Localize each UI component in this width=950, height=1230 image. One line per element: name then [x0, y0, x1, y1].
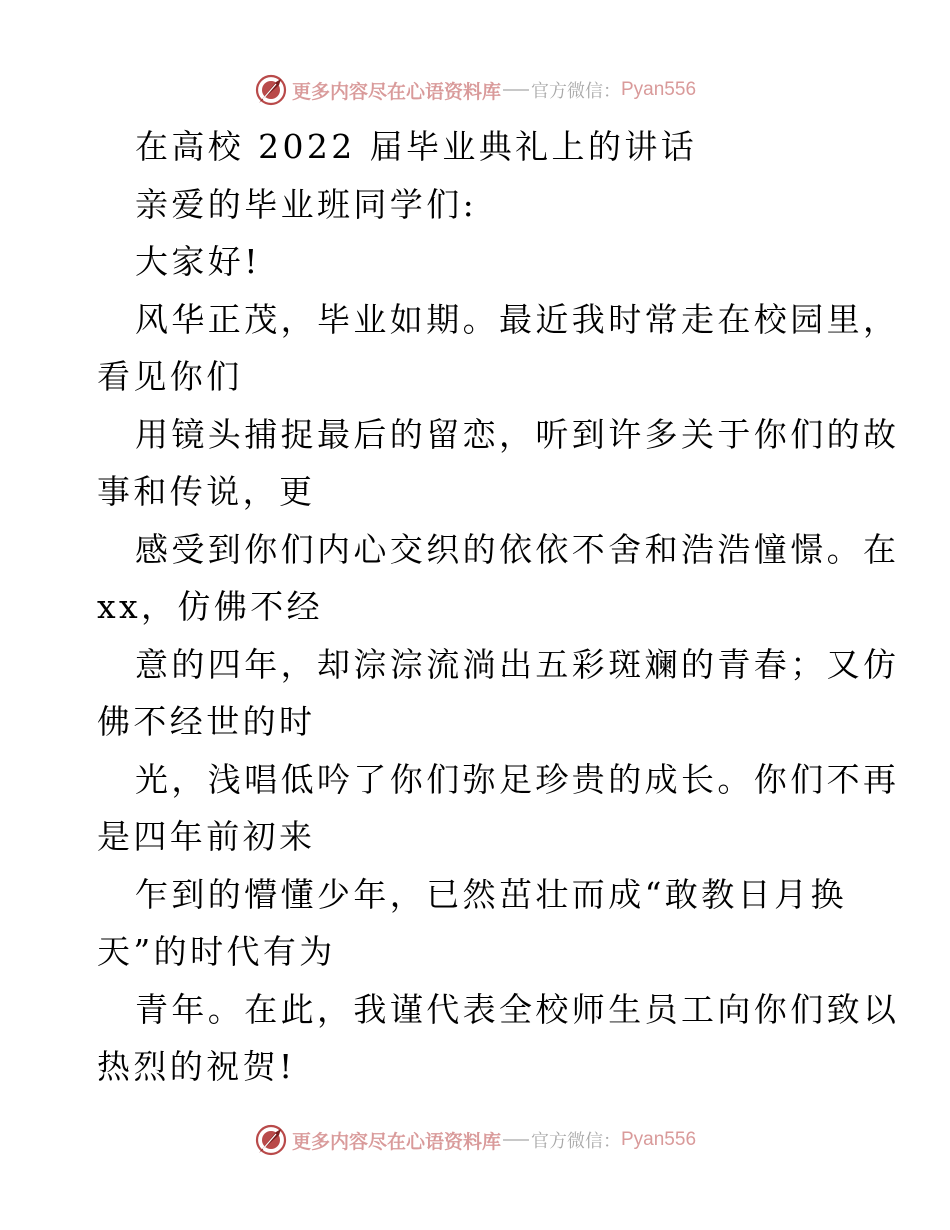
watermark-dash	[503, 89, 529, 91]
body-line: 是四年前初来	[97, 817, 316, 856]
watermark-id: Pyan556	[621, 1129, 697, 1150]
body-line: 看见你们	[97, 357, 243, 396]
body-line: 意的四年，却淙淙流淌出五彩斑斓的青春；又仿	[135, 644, 900, 684]
quill-logo-icon	[254, 1123, 288, 1157]
body-line: xx，仿佛不经	[97, 587, 324, 626]
body-line: 光，浅唱低吟了你们弥足珍贵的成长。你们不再	[135, 759, 900, 799]
watermark-site-text: 更多内容尽在心语资料库	[291, 1130, 501, 1153]
greeting: 大家好!	[135, 242, 261, 281]
body-line: 佛不经世的时	[97, 702, 316, 741]
body-line: 热烈的祝贺!	[97, 1047, 296, 1086]
watermark-label: 官方微信：	[531, 1131, 621, 1152]
watermark-site-text: 更多内容尽在心语资料库	[291, 80, 501, 103]
body-line: 乍到的懵懂少年，已然茁壮而成“敢教日月换	[135, 874, 847, 914]
body-line: 风华正茂，毕业如期。最近我时常走在校园里，	[135, 299, 900, 339]
salutation: 亲爱的毕业班同学们:	[135, 184, 478, 224]
watermark-dash	[503, 1139, 529, 1141]
body-line: 青年。在此，我谨代表全校师生员工向你们致以	[135, 989, 900, 1029]
watermark-label: 官方微信：	[531, 81, 621, 102]
quill-logo-icon	[254, 73, 288, 107]
header-watermark	[0, 70, 950, 110]
body-line: 用镜头捕捉最后的留恋，听到许多关于你们的故	[135, 414, 900, 454]
body-line: 天”的时代有为	[97, 932, 336, 971]
body-line: 感受到你们内心交织的依依不舍和浩浩憧憬。在	[135, 529, 900, 569]
body-line: 事和传说，更	[97, 472, 316, 511]
document-body	[97, 118, 900, 1096]
document-title: 在高校 2022 届毕业典礼上的讲话	[135, 127, 698, 166]
footer-watermark	[0, 1120, 950, 1160]
watermark-id: Pyan556	[621, 79, 697, 100]
